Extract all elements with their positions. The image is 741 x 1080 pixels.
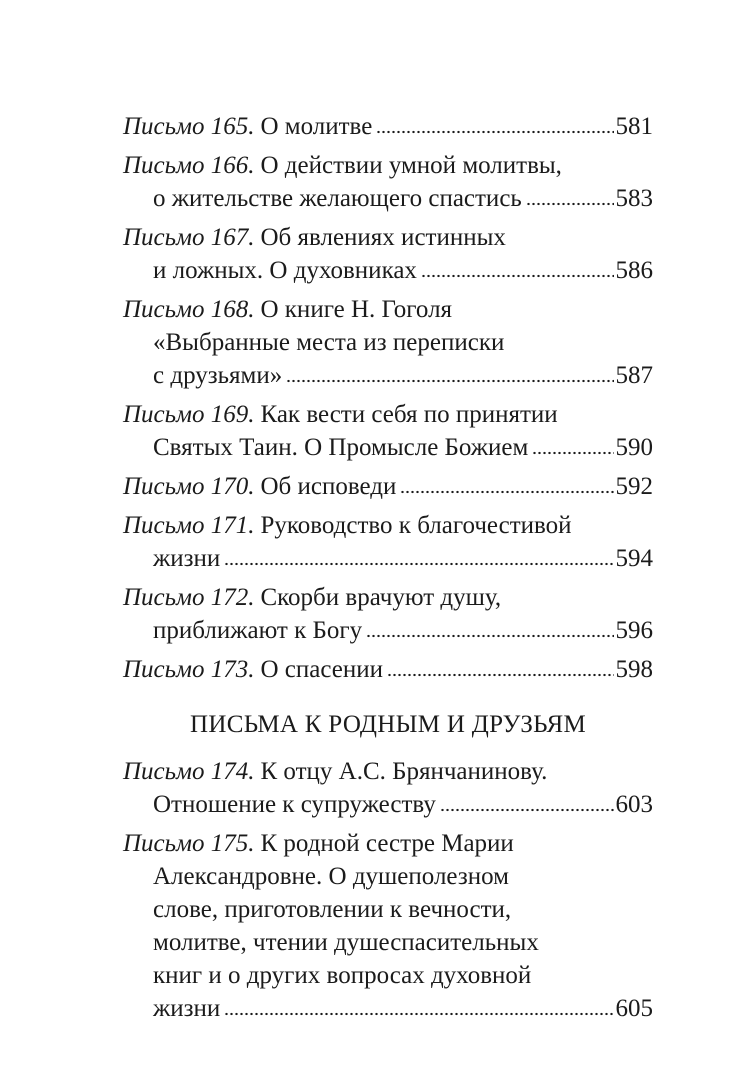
entry-title: О книге Н. Гоголя — [260, 296, 453, 323]
toc-line — [123, 893, 653, 926]
toc-line — [123, 542, 653, 575]
toc-entry[interactable] — [123, 398, 653, 464]
toc-entry[interactable] — [123, 149, 653, 215]
entry-title: о жительстве желающего спастись — [153, 185, 522, 212]
entry-title: Об явлениях истинных — [260, 224, 506, 251]
entry-title: и ложных. О духовниках — [153, 257, 417, 284]
entry-title: слове, приготовлении к вечности, — [153, 896, 512, 923]
letter-label: Письмо 172. — [123, 584, 255, 611]
entry-title: Об исповеди — [260, 473, 397, 500]
entry-title: жизни — [153, 545, 221, 572]
toc-entry[interactable] — [123, 581, 653, 647]
letter-label: Письмо 169. — [123, 401, 255, 428]
toc-entry[interactable] — [123, 293, 653, 392]
toc-line — [123, 827, 653, 860]
letter-label: Письмо 171. — [123, 512, 255, 539]
entry-title: Отношение к супружеству — [153, 791, 436, 818]
toc-line — [123, 182, 653, 215]
entry-title: Как вести себя по принятии — [260, 401, 558, 428]
letter-label: Письмо 174. — [123, 758, 255, 785]
toc-entry[interactable] — [123, 827, 653, 1025]
entry-title: О молитве — [260, 113, 373, 140]
toc-line — [123, 254, 653, 287]
page-number[interactable]: 605 — [615, 995, 653, 1022]
toc-entry[interactable] — [123, 470, 653, 503]
toc-entry[interactable] — [123, 221, 653, 287]
toc-line — [123, 398, 653, 431]
page-number[interactable]: 581 — [615, 113, 653, 140]
letter-label: Письмо 165. — [123, 113, 255, 140]
dot-leader — [440, 808, 614, 812]
page-number[interactable]: 598 — [615, 656, 653, 683]
toc-line — [123, 926, 653, 959]
dot-leader — [526, 202, 614, 206]
entry-title: К родной сестре Марии — [260, 830, 514, 857]
entry-title: Александровне. О душеполезном — [153, 863, 509, 890]
toc-line — [123, 509, 653, 542]
letter-label: Письмо 170. — [123, 473, 255, 500]
toc-line — [123, 653, 653, 686]
page-number[interactable]: 587 — [615, 362, 653, 389]
entry-title: Скорби врачуют душу, — [260, 584, 502, 611]
toc-line — [123, 293, 653, 326]
toc-line — [123, 149, 653, 182]
letter-label: Письмо 175. — [123, 830, 255, 857]
entry-title: Руководство к благочестивой — [260, 512, 572, 539]
page-number[interactable]: 583 — [615, 185, 653, 212]
letter-label: Письмо 166. — [123, 152, 255, 179]
entry-title: с друзьями» — [153, 362, 283, 389]
page-number[interactable]: 592 — [615, 473, 653, 500]
entry-title: приближают к Богу — [153, 617, 363, 644]
toc-entry[interactable] — [123, 755, 653, 821]
toc-entry[interactable] — [123, 653, 653, 686]
toc-line — [123, 470, 653, 503]
entry-title: жизни — [153, 995, 221, 1022]
toc-line — [123, 860, 653, 893]
toc-entry[interactable] — [123, 509, 653, 575]
section-heading: ПИСЬМА К РОДНЫМ И ДРУЗЬЯМ — [190, 711, 586, 738]
letter-label: Письмо 168. — [123, 296, 255, 323]
entry-title: молитве, чтении душеспасительных — [153, 929, 539, 956]
toc-line — [123, 614, 653, 647]
entry-title: «Выбранные места из переписки — [153, 329, 505, 356]
letter-label: Письмо 167. — [123, 224, 255, 251]
toc-entry[interactable] — [123, 110, 653, 143]
page-number[interactable]: 603 — [615, 791, 653, 818]
entry-title: книг и о других вопросах духовной — [153, 962, 532, 989]
toc-line — [123, 221, 653, 254]
entry-title: Святых Таин. О Промысле Божием — [153, 434, 529, 461]
toc-line — [123, 326, 653, 359]
toc-line — [123, 755, 653, 788]
toc-line — [123, 581, 653, 614]
dot-leader — [421, 274, 614, 278]
dot-leader — [532, 451, 613, 455]
page-number[interactable]: 594 — [615, 545, 653, 572]
entry-title: О действии умной молитвы, — [260, 152, 562, 179]
dot-leader — [376, 130, 613, 134]
dot-leader — [387, 673, 614, 677]
table-of-contents — [123, 110, 653, 1031]
dot-leader — [224, 1012, 613, 1016]
page-number[interactable]: 590 — [615, 434, 653, 461]
dot-leader — [224, 562, 613, 566]
page-number[interactable]: 586 — [615, 257, 653, 284]
toc-line — [123, 359, 653, 392]
dot-leader — [400, 490, 613, 494]
toc-line — [123, 431, 653, 464]
entry-title: К отцу А.С. Брянчанинову. — [260, 758, 548, 785]
toc-line — [123, 110, 653, 143]
entry-title: О спасении — [260, 656, 383, 683]
dot-leader — [366, 634, 613, 638]
page-number[interactable]: 596 — [615, 617, 653, 644]
dot-leader — [286, 379, 613, 383]
toc-line — [123, 992, 653, 1025]
toc-line — [123, 788, 653, 821]
letter-label: Письмо 173. — [123, 656, 255, 683]
toc-line — [123, 959, 653, 992]
